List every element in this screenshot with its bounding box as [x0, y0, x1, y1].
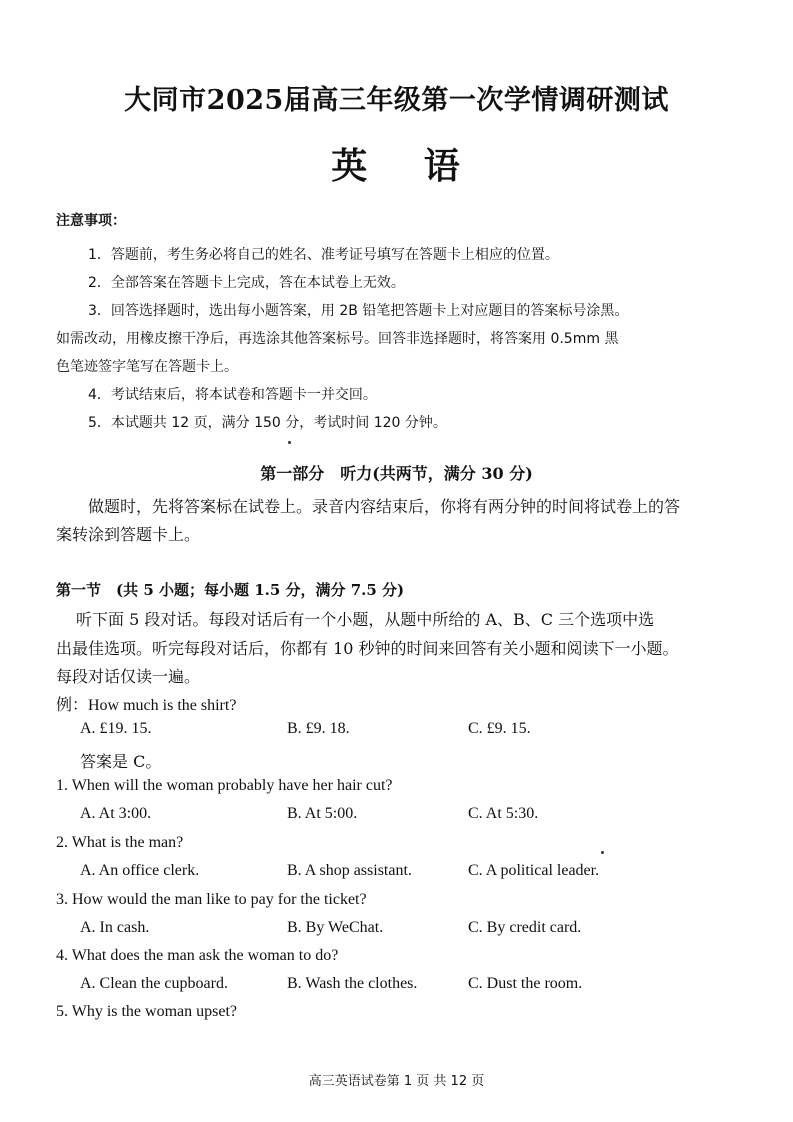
subject-title: 英 语	[331, 145, 482, 187]
part1-title: 第一部分 听力(共两节，满分 30 分)	[260, 464, 533, 483]
notice-item-4: 4．考试结束后，将本试卷和答题卡一并交回。	[88, 387, 377, 403]
example-question: 例：How much is the shirt?	[56, 697, 237, 714]
section1-instr-line3: 每段对话仅读一遍。	[56, 667, 201, 686]
question-2: 2. What is the man?	[56, 834, 184, 851]
q3-option-b: B. By WeChat.	[287, 919, 384, 936]
exam-title: 大同市2025届高三年级第一次学情调研测试	[124, 85, 669, 116]
question-4: 4. What does the man ask the woman to do?	[56, 947, 339, 964]
part1-intro-line2: 案转涂到答题卡上。	[56, 525, 201, 544]
question-3: 3. How would the man like to pay for the ticket?	[56, 891, 367, 908]
q1-option-c: C. At 5:30.	[468, 805, 539, 822]
q4-option-c: C. Dust the room.	[468, 975, 583, 992]
section1-heading: 第一节 (共 5 小题；每小题 1.5 分，满分 7.5 分)	[56, 581, 405, 599]
q2-option-c: C. A political leader.	[468, 862, 600, 879]
scan-speck	[288, 441, 291, 444]
section1-instr-line1: 听下面 5 段对话。每段对话后有一个小题，从题中所给的 A、B、C 三个选项中选	[76, 610, 655, 629]
notice-heading: 注意事项：	[56, 213, 126, 229]
notice-item-5: 5．本试题共 12 页，满分 150 分，考试时间 120 分钟。	[88, 415, 447, 431]
q4-option-b: B. Wash the clothes.	[287, 975, 418, 992]
section1-instr-line2: 出最佳选项。听完每段对话后，你都有 10 秒钟的时间来回答有关小题和阅读下一小题。	[56, 639, 679, 658]
notice-item-3-cont: 如需改动，用橡皮擦干净后，再选涂其他答案标号。回答非选择题时，将答案用 0.5mm 黑	[56, 331, 619, 347]
notice-item-3: 3．回答选择题时，选出每小题答案，用 2B 铅笔把答题卡上对应题目的答案标号涂黑。	[88, 303, 629, 319]
q3-option-a: A. In cash.	[80, 919, 150, 936]
question-5: 5. Why is the woman upset?	[56, 1003, 238, 1020]
question-1: 1. When will the woman probably have her hair cut?	[56, 777, 393, 794]
example-option-b: B. £9. 18.	[287, 720, 350, 737]
notice-item-1: 1．答题前，考生务必将自己的姓名、准考证号填写在答题卡上相应的位置。	[88, 247, 559, 263]
q1-option-b: B. At 5:00.	[287, 805, 358, 822]
example-answer: 答案是 C。	[80, 752, 162, 771]
q3-option-c: C. By credit card.	[468, 919, 582, 936]
notice-item-3-cont2: 色笔迹签字笔写在答题卡上。	[56, 359, 238, 375]
part1-intro-line1: 做题时，先将答案标在试卷上。录音内容结束后，你将有两分钟的时间将试卷上的答	[88, 497, 681, 516]
q4-option-a: A. Clean the cupboard.	[80, 975, 228, 992]
q1-option-a: A. At 3:00.	[80, 805, 152, 822]
notice-item-2: 2．全部答案在答题卡上完成，答在本试卷上无效。	[88, 275, 405, 291]
page-footer: 高三英语试卷第 1 页 共 12 页	[308, 1074, 485, 1089]
scan-speck	[601, 851, 604, 854]
example-option-c: C. £9. 15.	[468, 720, 531, 737]
q2-option-a: A. An office clerk.	[80, 862, 200, 879]
example-option-a: A. £19. 15.	[80, 720, 152, 737]
q2-option-b: B. A shop assistant.	[287, 862, 412, 879]
